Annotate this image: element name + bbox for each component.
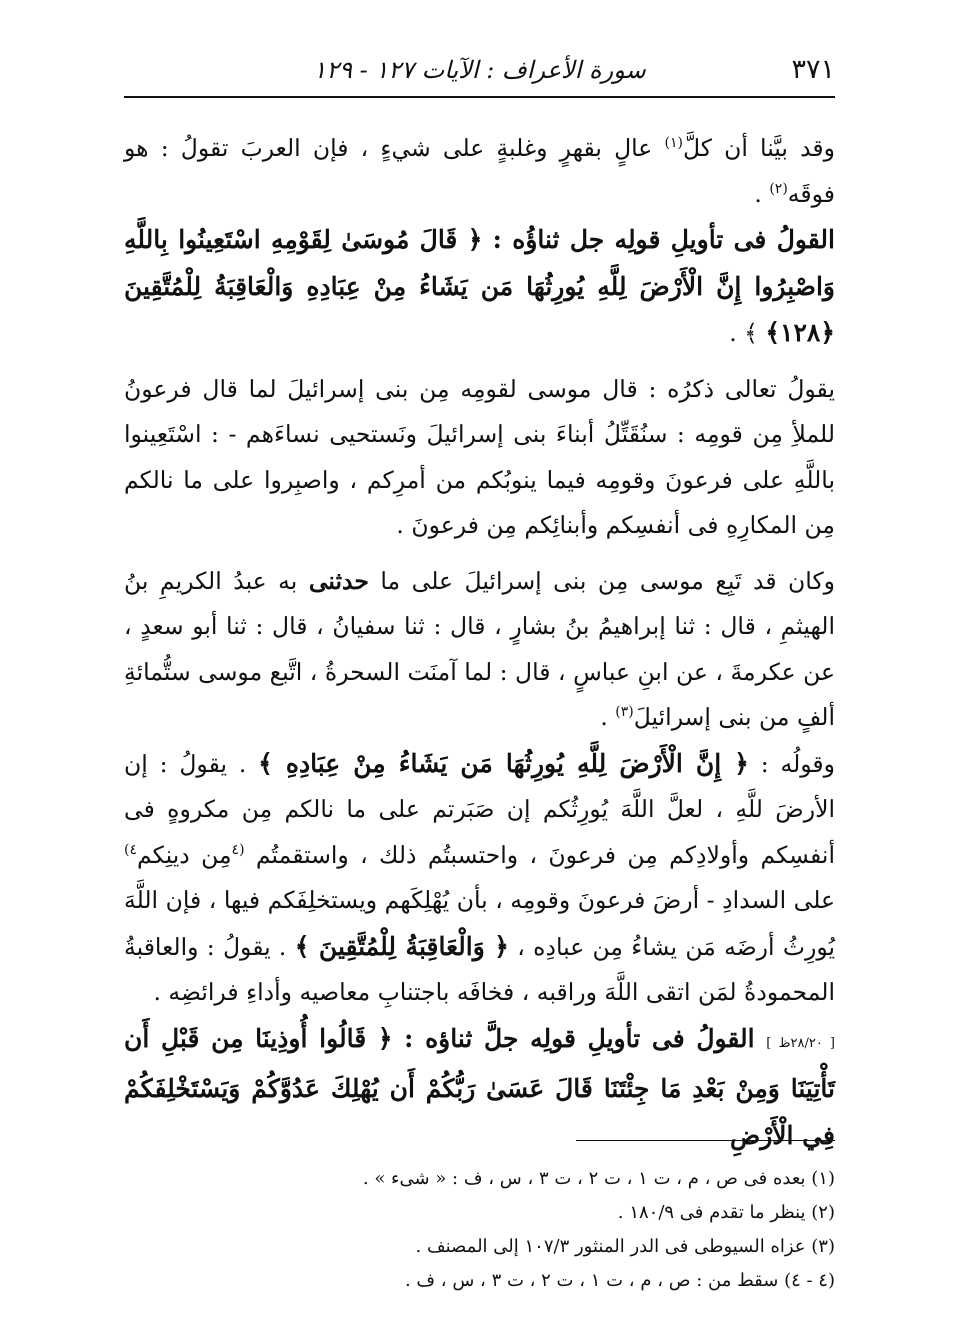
footnotes: [124, 1162, 835, 1298]
text-run: وقد بيَّنا أن كلَّ: [682, 134, 835, 162]
text-run: عالٍ بقهرٍ وغلبةٍ على شيءٍ ، فإن العربَ تقولُ : هو فوقَه: [124, 134, 835, 208]
footnote-ref: (٤: [231, 841, 245, 858]
text-run: .: [600, 703, 616, 731]
text-run: على السدادِ - أرضَ فرعونَ وقومِه ، بأن يُهْلِكَهم ويستخلِفَكم فيها ، فإن اللَّهَ يُورِثُ أرضَه مَن يشاءُ مِن عبادِه ،: [124, 886, 835, 961]
text-run: مِن دينِكم: [137, 840, 232, 869]
footnote: (٣) عزاه السيوطى فى الدر المنثور ١٠٧/٣ إلى المصنف .: [415, 1236, 835, 1257]
paragraph-3: يقولُ تعالى ذكرُه : قال موسى لقومِه مِن بنى إسرائيلَ لما قال فرعونُ للملأِ مِن قومِه : سنُقَتِّلُ أبناءَ بنى إسرائيلَ ونَستحيى نساءَهم - : اسْتَعِينوا باللَّهِ على فرعونَ وقومِه فيما ينوبُكم من أمرِكم ، واصبِروا على ما نالكم مِن المكارِهِ فى أنفسِكم وأبنائِكم مِن فرعونَ .: [124, 374, 835, 539]
footnote-ref: ٤): [124, 841, 137, 858]
page-header: [124, 46, 835, 96]
quran-quote: ﴿ إِنَّ الْأَرْضَ لِلَّهِ يُورِثُهَا مَن يَشَاءُ مِنْ عِبَادِهِ ﴾: [258, 748, 749, 778]
text-run: .: [754, 179, 770, 208]
paragraph-5: [124, 741, 835, 1016]
quran-quote: ﴿ قَالَ مُوسَىٰ لِقَوْمِهِ اسْتَعِينُوا بِاللَّهِ وَاصْبِرُوا إِنَّ الْأَرْضَ لِلَّهِ يُورِثُهَا مَن يَشَاءُ مِنْ عِبَادِهِ وَالْعَاقِبَةُ لِلْمُتَّقِينَ: [124, 225, 835, 301]
text-run: . يقولُ : والعاقبةُ المحمودةُ لمَن اتقى اللَّهَ وراقبه ، فخافَه باجتنابِ معاصيه وأداءِ فرائضِه .: [124, 932, 835, 1006]
section-heading: القولُ فى تأويلِ قولِه جلَّ ثناؤه :: [392, 1023, 767, 1053]
text-run: وكان قد تَبِع موسى مِن بنى إسرائيلَ على ما: [368, 566, 835, 595]
footnote-ref: (١): [664, 135, 683, 152]
page-number: ٣٧١: [791, 54, 835, 85]
text-run: وقولُه :: [748, 749, 835, 778]
main-text: [124, 126, 835, 1159]
text-run: . يقولُ : إن الأرضَ للَّهِ ، لعلَّ اللَّهَ يُورِثُكم إن صَبَرتم على ما نالكم مِن مكروهٍ فى أنفسِكم وأولادِكم مِن فرعونَ ، واحتسبتُم ذلك ، واستقمتُم: [124, 749, 835, 869]
paragraph-1: [124, 126, 835, 217]
paragraph-2: [124, 217, 835, 357]
text-run: به عبدُ الكريمِ بنُ الهيثمِ ، قال : ثنا إبراهيمُ بنُ بشارٍ ، قال : ثنا سفيانُ ، قال : ثنا أبو سعدٍ ، عن عكرمةَ ، عن ابنِ عباسٍ ، قال : لما آمنَت السحرةُ ، اتَّبع موسى ستُّمائةِ ألفٍ من بنى إسرائيلَ: [124, 566, 835, 731]
footnote-ref: (٣): [615, 704, 634, 721]
footnote-rule: [576, 1140, 835, 1141]
footnote-ref: (٢): [769, 180, 788, 197]
section-heading: القولُ فى تأويلِ قولِه جل ثناؤُه :: [482, 225, 835, 254]
quran-quote: ﴿ وَالْعَاقِبَةُ لِلْمُتَّقِينَ ﴾: [294, 931, 509, 961]
footnote: (١) بعده فى ص ، م ، ت ١ ، ت ٢ ، ت ٣ ، س ، ف : « شىء » .: [362, 1168, 835, 1189]
quote-close: ﴾ .: [729, 319, 766, 347]
running-title: سورة الأعراف : الآيات ١٢٧ - ١٢٩: [313, 56, 646, 84]
paragraph-6: [124, 1016, 835, 1160]
isnad-keyword: حدثنى: [308, 566, 369, 595]
paragraph-4: [124, 559, 835, 741]
manuscript-marker: [ ٢٨/٢٠ظ ]: [766, 1035, 835, 1051]
footnote: (٢) ينظر ما تقدم فى ١٨٠/٩ .: [617, 1202, 835, 1223]
ayah-number: ﴿١٢٨﴾: [765, 318, 835, 347]
footnote: (٤ - ٤) سقط من : ص ، م ، ت ١ ، ت ٢ ، ت ٣ ، س ، ف .: [404, 1270, 835, 1291]
header-rule: [124, 96, 835, 98]
quran-quote: ﴿ قَالُوا أُوذِينَا مِن قَبْلِ أَن تَأْتِيَنَا وَمِنْ بَعْدِ مَا جِئْتَنَا قَالَ عَسَىٰ رَبُّكُمْ أَن يُهْلِكَ عَدُوَّكُمْ وَيَسْتَخْلِفَكُمْ فِي الْأَرْضِ: [124, 1023, 835, 1150]
